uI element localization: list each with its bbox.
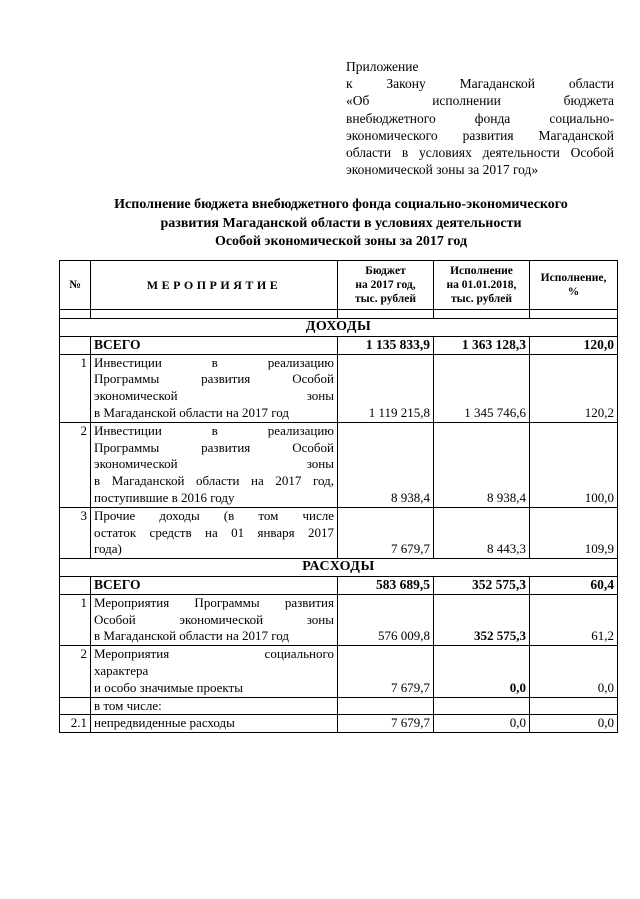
row-number: 2 bbox=[60, 422, 91, 507]
table-row bbox=[60, 646, 618, 697]
row-execution: 8 443,3 bbox=[434, 507, 530, 558]
title-line: Исполнение бюджета внебюджетного фонда социально-экономического bbox=[114, 197, 568, 212]
total-row bbox=[60, 336, 618, 354]
total-percent: 60,4 bbox=[530, 576, 618, 594]
title-line: развития Магаданской области в условиях деятельности bbox=[160, 215, 522, 231]
header-budget: Бюджет на 2017 год, тыс. рублей bbox=[338, 261, 434, 310]
row-number: 1 bbox=[60, 594, 91, 645]
table-row bbox=[60, 507, 618, 558]
section-row bbox=[60, 319, 618, 337]
row-name: Инвестиции в реализацию Программы развития Особой экономической зоны в Магаданской области на 2017 год, поступившие в 2016 году bbox=[91, 422, 338, 507]
appendix-block bbox=[346, 58, 614, 178]
row-budget: 7 679,7 bbox=[338, 715, 434, 733]
appendix-line: экономического развития Магаданской bbox=[346, 127, 614, 143]
total-budget: 1 135 833,9 bbox=[338, 336, 434, 354]
header-percent: Исполнение, % bbox=[530, 261, 618, 310]
row-execution: 0,0 bbox=[434, 715, 530, 733]
row-execution: 8 938,4 bbox=[434, 422, 530, 507]
row-percent bbox=[530, 697, 618, 715]
row-percent: 61,2 bbox=[530, 594, 618, 645]
row-execution: 352 575,3 bbox=[434, 594, 530, 645]
appendix-line: Приложение bbox=[346, 59, 419, 74]
table-row bbox=[60, 715, 618, 733]
table-row bbox=[60, 697, 618, 715]
row-percent: 109,9 bbox=[530, 507, 618, 558]
row-number: 1 bbox=[60, 354, 91, 422]
row-name: непредвиденные расходы bbox=[91, 715, 338, 733]
header-num: № bbox=[60, 261, 91, 310]
row-budget bbox=[338, 697, 434, 715]
table-row bbox=[60, 354, 618, 422]
title-line: Особой экономической зоны за 2017 год bbox=[214, 234, 468, 249]
total-budget: 583 689,5 bbox=[338, 576, 434, 594]
row-budget: 8 938,4 bbox=[338, 422, 434, 507]
row-percent: 0,0 bbox=[530, 646, 618, 697]
row-number bbox=[60, 697, 91, 715]
appendix-line: к Закону Магаданской области bbox=[346, 76, 614, 92]
total-label: ВСЕГО bbox=[91, 336, 338, 354]
row-percent: 0,0 bbox=[530, 715, 618, 733]
row-percent: 100,0 bbox=[530, 422, 618, 507]
total-execution: 352 575,3 bbox=[434, 576, 530, 594]
section-title: РАСХОДЫ bbox=[60, 559, 618, 577]
total-row bbox=[60, 576, 618, 594]
total-label: ВСЕГО bbox=[91, 576, 338, 594]
row-name: Прочие доходы (в том числе остаток средств на 01 января 2017 года) bbox=[91, 507, 338, 558]
header-execution: Исполнение на 01.01.2018, тыс. рублей bbox=[434, 261, 530, 310]
row-name: Мероприятия социального характера и особо значимые проекты bbox=[91, 646, 338, 697]
table-row bbox=[60, 422, 618, 507]
row-budget: 576 009,8 bbox=[338, 594, 434, 645]
header-name: МЕРОПРИЯТИЕ bbox=[91, 261, 338, 310]
appendix-line: «Об исполнении бюджета bbox=[346, 93, 614, 109]
appendix-line: экономической зоны за 2017 год» bbox=[346, 162, 539, 178]
appendix-line: области в условиях деятельности Особой bbox=[346, 145, 614, 161]
row-budget: 1 119 215,8 bbox=[338, 354, 434, 422]
row-number: 2.1 bbox=[60, 715, 91, 733]
spacer-row bbox=[60, 310, 618, 319]
row-execution: 1 345 746,6 bbox=[434, 354, 530, 422]
document-title bbox=[60, 196, 622, 252]
row-name: Мероприятия Программы развития Особой экономической зоны в Магаданской области на 2017 год bbox=[91, 594, 338, 645]
row-number: 2 bbox=[60, 646, 91, 697]
table-row bbox=[60, 594, 618, 645]
header-row bbox=[60, 261, 618, 310]
appendix-line: внебюджетного фонда социально- bbox=[346, 110, 614, 126]
row-percent: 120,2 bbox=[530, 354, 618, 422]
section-title: ДОХОДЫ bbox=[60, 319, 618, 337]
row-number: 3 bbox=[60, 507, 91, 558]
total-percent: 120,0 bbox=[530, 336, 618, 354]
row-execution bbox=[434, 697, 530, 715]
row-execution: 0,0 bbox=[434, 646, 530, 697]
row-name: в том числе: bbox=[91, 697, 338, 715]
total-execution: 1 363 128,3 bbox=[434, 336, 530, 354]
row-name: Инвестиции в реализацию Программы развития Особой экономической зоны в Магаданской области на 2017 год bbox=[91, 354, 338, 422]
row-budget: 7 679,7 bbox=[338, 507, 434, 558]
table-body bbox=[60, 310, 618, 733]
row-budget: 7 679,7 bbox=[338, 646, 434, 697]
section-row bbox=[60, 559, 618, 577]
budget-table bbox=[59, 260, 618, 733]
